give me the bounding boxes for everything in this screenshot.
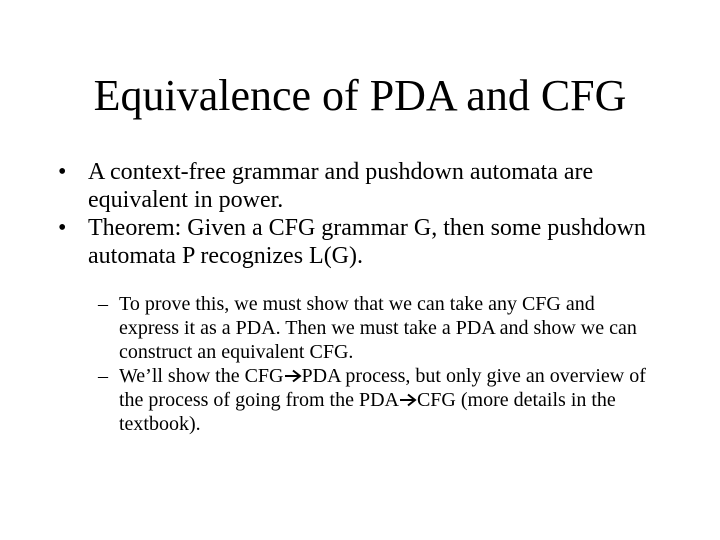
dash-marker: – <box>98 293 108 315</box>
sub-bullet-text-part2: PDA process, but only give an overview of the process of going from the PDA <box>119 365 646 411</box>
sub-bullet-text: To prove this, we must show that we can take any CFG and express it as a PDA. Then we must take a PDA and show we can construct an equivalent CFG. <box>119 293 637 363</box>
sub-bullet-text-part1: We’ll show the CFG <box>119 365 284 387</box>
bullet-text: Theorem: Given a CFG grammar G, then some pushdown automata P recognizes L(G). <box>88 215 646 269</box>
right-arrow-icon <box>284 369 302 383</box>
bullet-item <box>58 158 678 214</box>
bullet-marker: • <box>58 215 67 241</box>
bullet-text: A context-free grammar and pushdown automata are equivalent in power. <box>88 159 594 213</box>
bullet-list <box>58 158 678 270</box>
dash-marker: – <box>98 365 108 387</box>
sub-bullet-text-part3: CFG (more details in the textbook). <box>119 389 616 435</box>
bullet-item <box>58 214 678 270</box>
slide-title: Equivalence of PDA and CFG <box>93 71 627 120</box>
right-arrow-icon <box>399 393 417 407</box>
bullet-marker: • <box>58 159 67 185</box>
sub-bullet-item <box>98 364 658 436</box>
sub-bullet-list <box>98 292 658 436</box>
sub-bullet-item <box>98 292 658 364</box>
